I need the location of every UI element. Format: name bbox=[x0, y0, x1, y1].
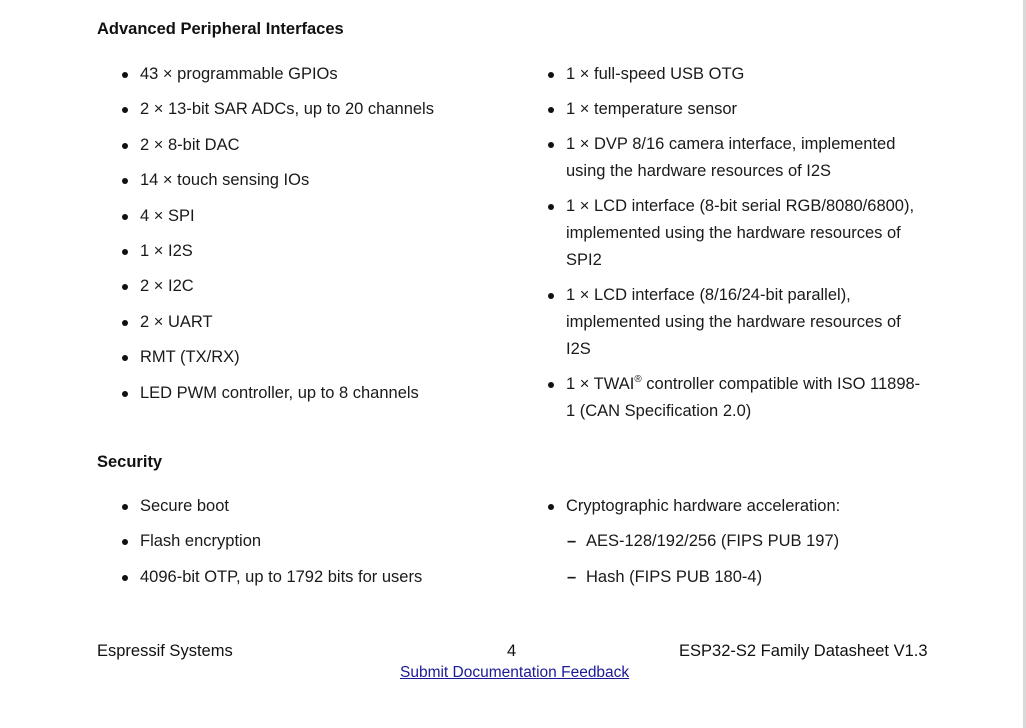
footer-company: Espressif Systems bbox=[97, 642, 233, 660]
list-item: 4 × SPI bbox=[122, 203, 502, 230]
list-item: 2 × I2C bbox=[122, 273, 502, 300]
sub-list-item: – Hash (FIPS PUB 180-4) bbox=[548, 564, 923, 591]
peripheral-list-left bbox=[122, 61, 502, 407]
security-list-right bbox=[548, 493, 923, 591]
list-item: Cryptographic hardware acceleration: bbox=[548, 493, 923, 520]
footer-doc-title: ESP32-S2 Family Datasheet V1.3 bbox=[679, 642, 928, 660]
section-title-security: Security bbox=[97, 453, 163, 471]
list-item: 4096-bit OTP, up to 1792 bits for users bbox=[122, 564, 502, 591]
registered-mark: ® bbox=[634, 374, 642, 385]
list-item: LED PWM controller, up to 8 channels bbox=[122, 380, 502, 407]
peripheral-list-right bbox=[548, 61, 923, 425]
footer-page-number: 4 bbox=[507, 642, 517, 660]
section-title-peripherals: Advanced Peripheral Interfaces bbox=[97, 20, 344, 38]
list-item: 2 × UART bbox=[122, 309, 502, 336]
list-item: 14 × touch sensing IOs bbox=[122, 167, 502, 194]
security-list-left bbox=[122, 493, 502, 591]
list-item: 1 × LCD interface (8/16/24-bit parallel), implemented using the hardware resources of I2S bbox=[548, 282, 923, 363]
sub-list-item: – AES-128/192/256 (FIPS PUB 197) bbox=[548, 528, 923, 555]
list-item: 1 × LCD interface (8-bit serial RGB/8080/6800), implemented using the hardware resources of SPI2 bbox=[548, 193, 923, 274]
feedback-link[interactable]: Submit Documentation Feedback bbox=[400, 664, 630, 681]
list-item-twai bbox=[548, 371, 923, 425]
list-item: 1 × temperature sensor bbox=[548, 96, 923, 123]
list-item: Flash encryption bbox=[122, 528, 502, 555]
list-item: 43 × programmable GPIOs bbox=[122, 61, 502, 88]
list-item: RMT (TX/RX) bbox=[122, 344, 502, 371]
list-item: 1 × I2S bbox=[122, 238, 502, 265]
list-item: 1 × DVP 8/16 camera interface, implemented using the hardware resources of I2S bbox=[548, 131, 923, 185]
list-item: 1 × full-speed USB OTG bbox=[548, 61, 923, 88]
list-item: Secure boot bbox=[122, 493, 502, 520]
list-item: 2 × 8-bit DAC bbox=[122, 132, 502, 159]
twai-prefix: 1 × TWAI bbox=[566, 375, 635, 393]
twai-suffix: controller compatible with ISO 11898-1 (CAN Specification 2.0) bbox=[566, 375, 921, 420]
list-item: 2 × 13-bit SAR ADCs, up to 20 channels bbox=[122, 96, 502, 123]
